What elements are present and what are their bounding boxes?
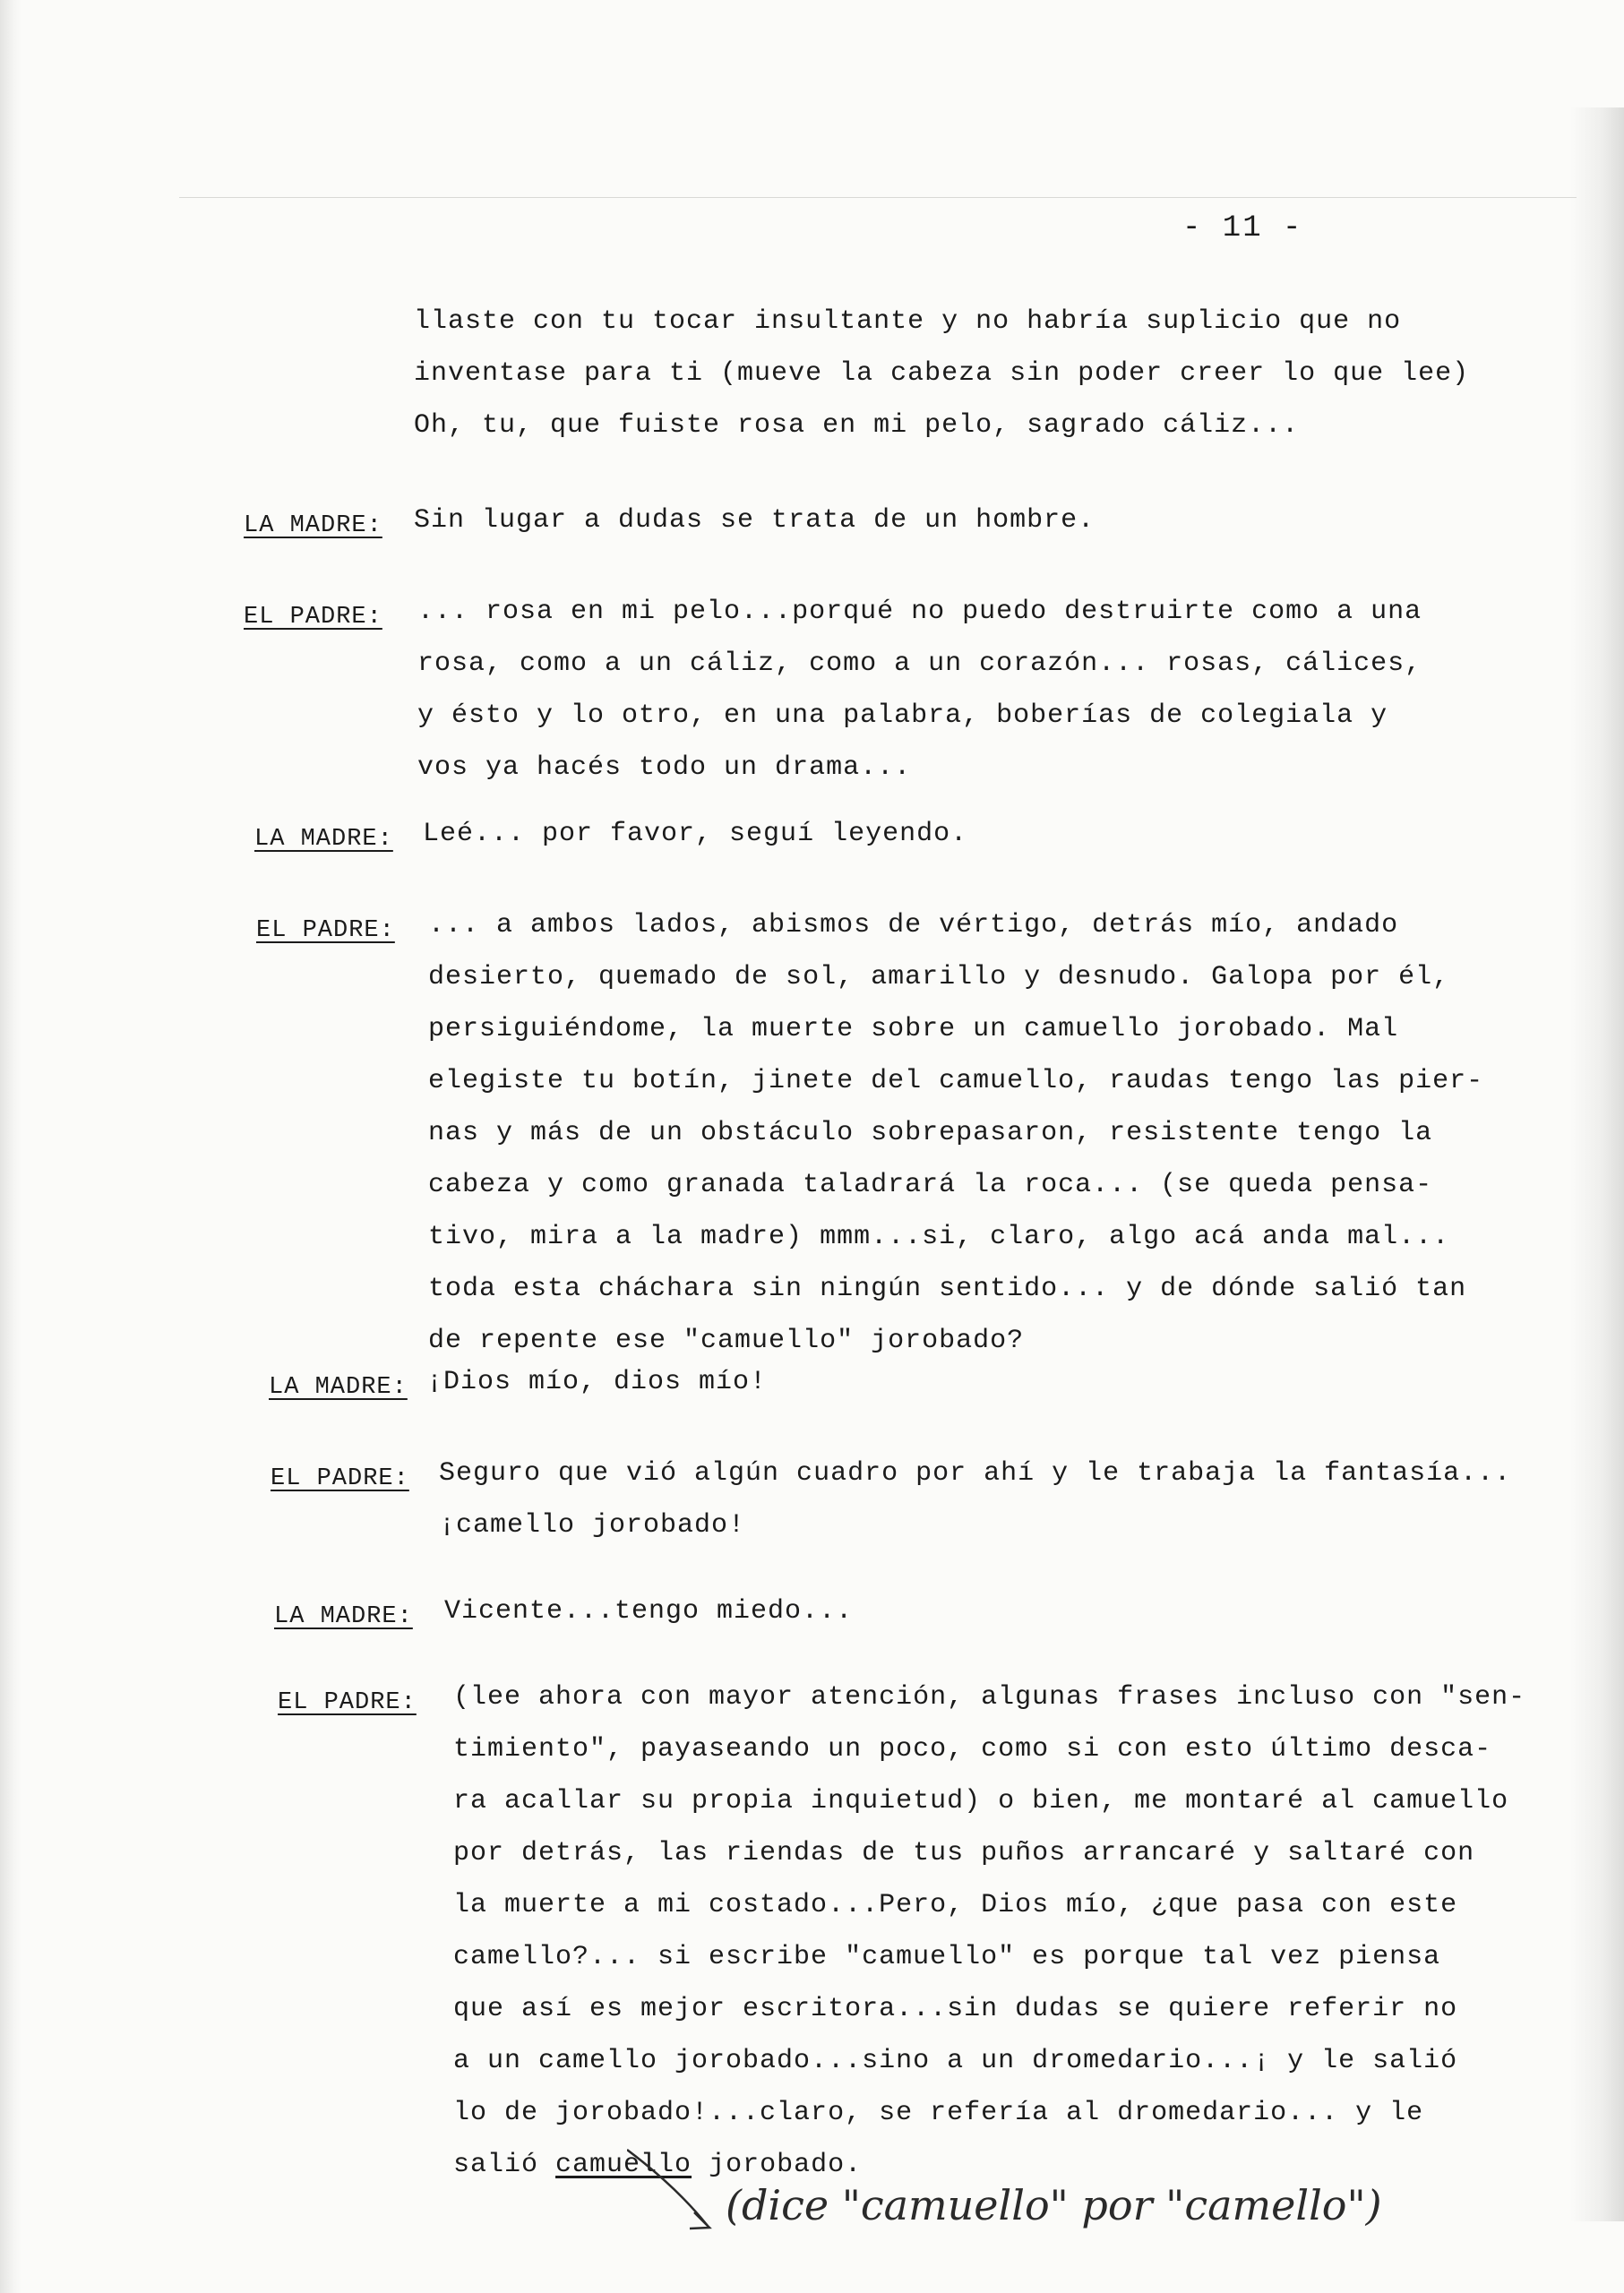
text-line: Seguro que vió algún cuadro por ahí y le trabaja la fantasía... (439, 1458, 1512, 1489)
text-line: rosa, como a un cáliz, como a un corazón... rosas, cálices, (417, 648, 1422, 679)
text-line: tivo, mira a la madre) mmm...si, claro, algo acá anda mal... (428, 1222, 1450, 1252)
last-line-prefix: salió (453, 2150, 556, 2180)
text-line: persiguiéndome, la muerte sobre un camuello jorobado. Mal (428, 1014, 1399, 1044)
text-line: desierto, quemado de sol, amarillo y desnudo. Galopa por él, (428, 962, 1450, 992)
dialogue-text (439, 1447, 1511, 1551)
intro-paragraph (414, 296, 1469, 451)
page-number: - 11 - (1182, 211, 1303, 245)
underlined-word: camuello (555, 2150, 692, 2180)
handwritten-note: (dice "camuello" por "camello") (726, 2181, 1382, 2229)
speaker-label: EL PADRE: (244, 604, 382, 631)
speaker-label: LA MADRE: (269, 1374, 408, 1401)
text-line: que así es mejor escritora...sin dudas se quiere referir no (453, 1994, 1458, 2024)
speaker-label: EL PADRE: (256, 917, 395, 944)
speaker-label: LA MADRE: (274, 1603, 413, 1630)
text-line: Oh, tu, que fuiste rosa en mi pelo, sagrado cáliz... (414, 410, 1300, 441)
speaker-label: EL PADRE: (271, 1465, 409, 1492)
dialogue-text (453, 1671, 1525, 2191)
text-line: ... rosa en mi pelo...porqué no puedo destruirte como a una (417, 597, 1422, 627)
text-line: por detrás, las riendas de tus puños arrancaré y saltaré con (453, 1838, 1475, 1868)
text-line: ... a ambos lados, abismos de vértigo, detrás mío, andado (428, 910, 1399, 940)
scan-edge-right (1570, 107, 1624, 2221)
text-line: ra acallar su propia inquietud) o bien, me montaré al camuello (453, 1786, 1509, 1816)
text-line: llaste con tu tocar insultante y no habría suplicio que no (414, 306, 1402, 337)
speaker-label: LA MADRE: (244, 512, 382, 539)
text-line: inventase para ti (mueve la cabeza sin poder creer lo que lee) (414, 358, 1470, 389)
text-line: lo de jorobado!...claro, se refería al dromedario... y le (453, 2098, 1424, 2128)
header-rule (179, 197, 1577, 198)
speaker-label: EL PADRE: (278, 1689, 417, 1716)
text-line: camello?... si escribe "camuello" es porque tal vez piensa (453, 1942, 1441, 1972)
text-line: ¡camello jorobado! (439, 1510, 746, 1541)
text-line: vos ya hacés todo un drama... (417, 752, 912, 783)
text-line: Sin lugar a dudas se trata de un hombre. (414, 505, 1096, 536)
last-line-suffix: jorobado. (692, 2150, 863, 2180)
dialogue-text (423, 808, 967, 860)
dialogue-text (414, 494, 1095, 546)
text-line: (lee ahora con mayor atención, algunas frases incluso con "sen- (453, 1682, 1526, 1713)
handwritten-annotation (627, 2141, 1433, 2275)
text-line: nas y más de un obstáculo sobrepasaron, resistente tengo la (428, 1118, 1433, 1148)
text-line: la muerte a mi costado...Pero, Dios mío, ¿que pasa con este (453, 1890, 1458, 1920)
text-line: elegiste tu botín, jinete del camuello, raudas tengo las pier- (428, 1066, 1484, 1096)
text-line: cabeza y como granada taladrará la roca... (se queda pensa- (428, 1170, 1433, 1200)
dialogue-text (417, 586, 1422, 794)
text-line: Vicente...tengo miedo... (444, 1596, 854, 1627)
speaker-label: LA MADRE: (254, 826, 393, 853)
dialogue-text (444, 1585, 853, 1637)
text-line: toda esta cháchara sin ningún sentido... y de dónde salió tan (428, 1274, 1467, 1304)
dialogue-text (426, 1356, 767, 1408)
text-line: a un camello jorobado...sino a un dromedario...¡ y le salió (453, 2046, 1458, 2076)
text-line: timiento", payaseando un poco, como si con esto último desca- (453, 1734, 1492, 1765)
scan-edge-left (0, 0, 21, 2293)
text-line: ¡Dios mío, dios mío! (426, 1367, 768, 1397)
text-line: de repente ese "camuello" jorobado? (428, 1326, 1025, 1356)
text-line: Leé... por favor, seguí leyendo. (423, 819, 968, 849)
dialogue-text (428, 899, 1483, 1367)
handwritten-arrow-icon (627, 2141, 1433, 2275)
text-line: y ésto y lo otro, en una palabra, boberías de colegiala y (417, 700, 1388, 731)
